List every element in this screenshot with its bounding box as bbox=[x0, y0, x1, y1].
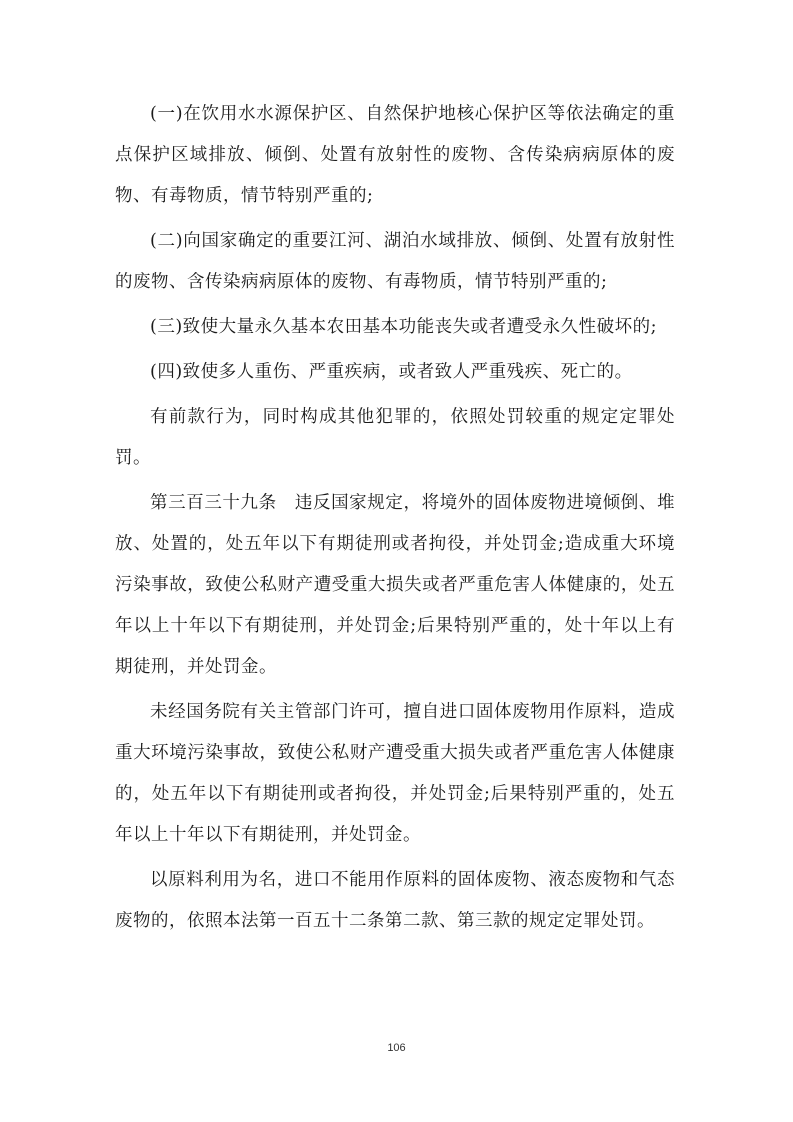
paragraph-article-339: 第三百三十九条 违反国家规定，将境外的固体废物进境倾倒、堆放、处置的，处五年以下有期徒刑或者拘役，并处罚金;造成重大环境污染事故，致使公私财产遭受重大损失或者严重危害人体健康的，处五年以上十年以下有期徒刑，并处罚金;后果特别严重的，处十年以上有期徒刑，并处罚金。 bbox=[115, 493, 675, 677]
paragraph-disguised-import: 以原料利用为名，进口不能用作原料的固体废物、液态废物和气态废物的，依照本法第一百五十二条第二款、第三款的规定定罪处罚。 bbox=[115, 870, 675, 931]
paragraph-clause-3: (三)致使大量永久基本农田基本功能丧失或者遭受永久性破坏的; bbox=[150, 317, 658, 337]
page-number: 106 bbox=[387, 1042, 406, 1054]
paragraph-clause-1: (一)在饮用水水源保护区、自然保护地核心保护区等依法确定的重点保护区域排放、倾倒、处置有放射性的废物、含传染病病原体的废物、有毒物质，情节特别严重的; bbox=[115, 104, 675, 206]
paragraph-clause-2: (二)向国家确定的重要江河、湖泊水域排放、倾倒、处置有放射性的废物、含传染病病原体的废物、有毒物质，情节特别严重的; bbox=[115, 231, 675, 292]
paragraph-unauthorized-import: 未经国务院有关主管部门许可，擅自进口固体废物用作原料，造成重大环境污染事故，致使公私财产遭受重大损失或者严重危害人体健康的，处五年以下有期徒刑或者拘役，并处罚金;后果特别严重的，处五年以上十年以下有期徒刑，并处罚金。 bbox=[115, 702, 675, 845]
paragraph-clause-4: (四)致使多人重伤、严重疾病，或者致人严重残疾、死亡的。 bbox=[150, 362, 633, 382]
paragraph-concurrent-crime: 有前款行为，同时构成其他犯罪的，依照处罚较重的规定定罪处罚。 bbox=[115, 407, 675, 468]
document-body bbox=[115, 94, 675, 946]
